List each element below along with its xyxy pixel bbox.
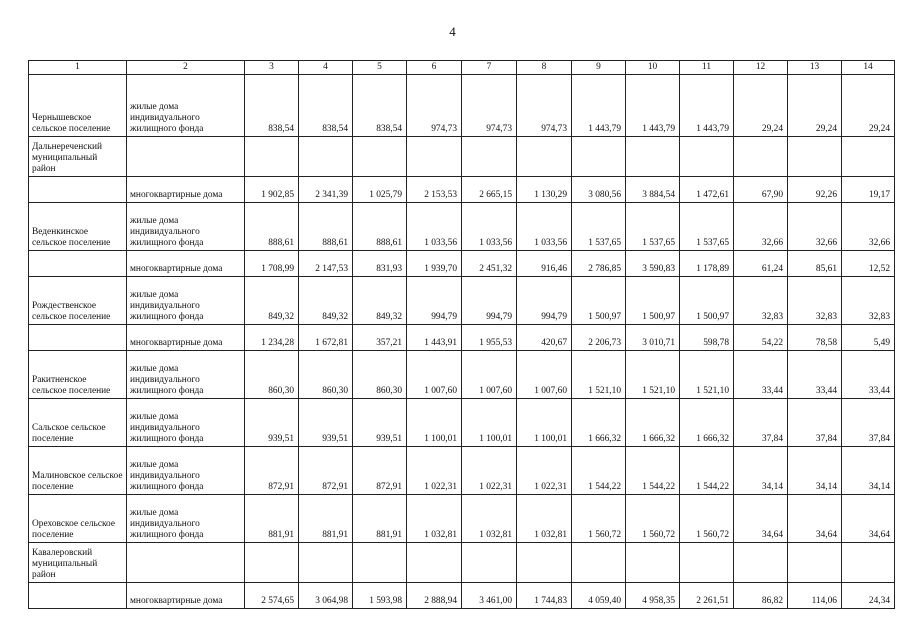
tariff-table [28,60,895,609]
value-cell: 1 472,61 [680,177,734,203]
value-cell: 1 902,85 [245,177,299,203]
value-cell: 1 666,32 [680,399,734,447]
value-cell: 860,30 [353,351,407,399]
value-cell: 4 059,40 [572,583,626,609]
table-row [29,325,895,351]
value-cell [353,543,407,583]
value-cell: 2 147,53 [299,251,353,277]
table-row [29,543,895,583]
value-cell: 939,51 [245,399,299,447]
value-cell: 1 032,81 [407,495,462,543]
value-cell: 61,24 [734,251,788,277]
column-number: 4 [299,61,353,75]
table-row [29,277,895,325]
value-cell: 1 025,79 [353,177,407,203]
value-cell: 67,90 [734,177,788,203]
value-cell: 1 537,65 [572,203,626,251]
value-cell: 3 080,56 [572,177,626,203]
value-cell: 974,73 [407,75,462,137]
value-cell: 32,83 [842,277,895,325]
column-number: 10 [626,61,680,75]
settlement-name [29,325,127,351]
value-cell: 29,24 [788,75,842,137]
value-cell: 1 443,79 [680,75,734,137]
value-cell [842,543,895,583]
value-cell: 2 888,94 [407,583,462,609]
value-cell: 1 100,01 [462,399,517,447]
value-cell: 1 033,56 [517,203,572,251]
value-cell: 1 178,89 [680,251,734,277]
value-cell: 85,61 [788,251,842,277]
value-cell: 54,22 [734,325,788,351]
value-cell: 32,66 [734,203,788,251]
value-cell: 1 521,10 [572,351,626,399]
settlement-name: Ракитненское сельское поселение [29,351,127,399]
value-cell: 1 560,72 [626,495,680,543]
value-cell: 1 666,32 [572,399,626,447]
value-cell: 3 884,54 [626,177,680,203]
value-cell: 357,21 [353,325,407,351]
housing-type: жилые дома индивидуального жилищного фонда [127,351,245,399]
value-cell: 1 443,91 [407,325,462,351]
housing-type: многоквартирные дома [127,325,245,351]
value-cell: 1 744,83 [517,583,572,609]
value-cell [407,137,462,177]
page-number: 4 [449,24,456,39]
table-row [29,351,895,399]
value-cell: 1 500,97 [680,277,734,325]
value-cell [462,137,517,177]
value-cell: 32,66 [842,203,895,251]
value-cell: 32,83 [788,277,842,325]
value-cell: 420,67 [517,325,572,351]
value-cell: 888,61 [245,203,299,251]
table-row [29,203,895,251]
value-cell: 1 521,10 [626,351,680,399]
value-cell: 860,30 [245,351,299,399]
column-number: 2 [127,61,245,75]
value-cell: 860,30 [299,351,353,399]
value-cell: 1 672,81 [299,325,353,351]
column-number: 6 [407,61,462,75]
settlement-name: Веденкинское сельское поселение [29,203,127,251]
value-cell: 3 010,71 [626,325,680,351]
value-cell [788,137,842,177]
value-cell: 1 939,70 [407,251,462,277]
settlement-name: Ореховское сельское поселение [29,495,127,543]
value-cell: 1 666,32 [626,399,680,447]
value-cell [734,543,788,583]
value-cell: 1 022,31 [517,447,572,495]
table-row [29,75,895,137]
column-number: 5 [353,61,407,75]
value-cell: 888,61 [299,203,353,251]
value-cell [572,543,626,583]
table-row [29,495,895,543]
value-cell: 5,49 [842,325,895,351]
value-cell [299,137,353,177]
housing-type: многоквартирные дома [127,583,245,609]
value-cell: 872,91 [245,447,299,495]
column-number: 9 [572,61,626,75]
value-cell: 2 451,32 [462,251,517,277]
housing-type: жилые дома индивидуального жилищного фонда [127,277,245,325]
value-cell: 838,54 [353,75,407,137]
value-cell: 888,61 [353,203,407,251]
settlement-name: Малиновское сельское поселение [29,447,127,495]
value-cell: 37,84 [788,399,842,447]
value-cell: 1 443,79 [572,75,626,137]
value-cell: 881,91 [245,495,299,543]
value-cell: 974,73 [517,75,572,137]
settlement-name: Сальское сельское поселение [29,399,127,447]
value-cell: 1 537,65 [626,203,680,251]
settlement-name [29,177,127,203]
housing-type: многоквартирные дома [127,251,245,277]
value-cell: 838,54 [245,75,299,137]
value-cell: 2 261,51 [680,583,734,609]
value-cell: 34,14 [734,447,788,495]
table-row [29,251,895,277]
value-cell [299,543,353,583]
housing-type [127,543,245,583]
value-cell: 1 443,79 [626,75,680,137]
housing-type: жилые дома индивидуального жилищного фонда [127,203,245,251]
value-cell: 974,73 [462,75,517,137]
value-cell: 939,51 [353,399,407,447]
housing-type: жилые дома индивидуального жилищного фонда [127,495,245,543]
value-cell: 24,34 [842,583,895,609]
value-cell: 1 100,01 [407,399,462,447]
value-cell: 916,46 [517,251,572,277]
value-cell [680,543,734,583]
value-cell: 34,64 [788,495,842,543]
value-cell [572,137,626,177]
value-cell: 12,52 [842,251,895,277]
table-row [29,399,895,447]
value-cell: 1 544,22 [626,447,680,495]
housing-type: жилые дома индивидуального жилищного фонда [127,447,245,495]
value-cell: 1 544,22 [572,447,626,495]
housing-type: жилые дома индивидуального жилищного фонда [127,75,245,137]
value-cell: 32,66 [788,203,842,251]
settlement-name [29,583,127,609]
value-cell: 872,91 [299,447,353,495]
value-cell: 1 022,31 [407,447,462,495]
housing-type [127,137,245,177]
value-cell: 4 958,35 [626,583,680,609]
value-cell: 33,44 [842,351,895,399]
value-cell: 1 500,97 [572,277,626,325]
value-cell: 1 521,10 [680,351,734,399]
value-cell: 78,58 [788,325,842,351]
value-cell: 3 064,98 [299,583,353,609]
value-cell: 1 032,81 [517,495,572,543]
value-cell [517,543,572,583]
value-cell [517,137,572,177]
value-cell: 37,84 [842,399,895,447]
value-cell: 1 537,65 [680,203,734,251]
value-cell: 29,24 [842,75,895,137]
value-cell: 33,44 [788,351,842,399]
settlement-name: Рождественское сельское поселение [29,277,127,325]
value-cell: 32,83 [734,277,788,325]
settlement-name: Кавалеровский муниципальный район [29,543,127,583]
value-cell: 598,78 [680,325,734,351]
value-cell: 3 590,83 [626,251,680,277]
value-cell [245,137,299,177]
value-cell: 1 007,60 [462,351,517,399]
value-cell [626,137,680,177]
value-cell: 994,79 [462,277,517,325]
value-cell: 872,91 [353,447,407,495]
value-cell: 114,06 [788,583,842,609]
header-row [29,61,895,75]
column-number: 14 [842,61,895,75]
table-row [29,177,895,203]
column-number: 11 [680,61,734,75]
value-cell: 2 341,39 [299,177,353,203]
value-cell [842,137,895,177]
column-number: 7 [462,61,517,75]
value-cell: 1 593,98 [353,583,407,609]
value-cell: 1 544,22 [680,447,734,495]
value-cell: 849,32 [299,277,353,325]
table-row [29,137,895,177]
settlement-name: Дальнереченский муниципальный район [29,137,127,177]
value-cell [680,137,734,177]
table-row [29,447,895,495]
column-number: 13 [788,61,842,75]
value-cell: 1 560,72 [572,495,626,543]
value-cell [788,543,842,583]
value-cell: 1 708,99 [245,251,299,277]
value-cell: 33,44 [734,351,788,399]
value-cell: 1 234,28 [245,325,299,351]
value-cell: 1 955,53 [462,325,517,351]
value-cell: 1 032,81 [462,495,517,543]
value-cell: 2 574,65 [245,583,299,609]
value-cell: 34,64 [842,495,895,543]
value-cell: 34,14 [842,447,895,495]
table-row [29,583,895,609]
value-cell: 1 033,56 [462,203,517,251]
value-cell: 1 560,72 [680,495,734,543]
value-cell [626,543,680,583]
value-cell: 2 153,53 [407,177,462,203]
value-cell: 1 007,60 [407,351,462,399]
value-cell: 92,26 [788,177,842,203]
value-cell: 3 461,00 [462,583,517,609]
value-cell: 838,54 [299,75,353,137]
value-cell: 939,51 [299,399,353,447]
column-number: 12 [734,61,788,75]
value-cell: 2 665,15 [462,177,517,203]
column-number: 1 [29,61,127,75]
value-cell [462,543,517,583]
column-number: 8 [517,61,572,75]
value-cell [353,137,407,177]
value-cell: 1 130,29 [517,177,572,203]
value-cell: 1 500,97 [626,277,680,325]
value-cell: 849,32 [245,277,299,325]
value-cell: 19,17 [842,177,895,203]
housing-type: жилые дома индивидуального жилищного фонда [127,399,245,447]
value-cell: 2 786,85 [572,251,626,277]
value-cell: 1 033,56 [407,203,462,251]
value-cell: 881,91 [299,495,353,543]
value-cell: 1 022,31 [462,447,517,495]
column-number: 3 [245,61,299,75]
value-cell [407,543,462,583]
value-cell: 994,79 [517,277,572,325]
value-cell: 1 007,60 [517,351,572,399]
settlement-name: Чернышевское сельское поселение [29,75,127,137]
value-cell: 37,84 [734,399,788,447]
settlement-name [29,251,127,277]
value-cell: 1 100,01 [517,399,572,447]
housing-type: многоквартирные дома [127,177,245,203]
value-cell: 849,32 [353,277,407,325]
value-cell: 881,91 [353,495,407,543]
value-cell: 29,24 [734,75,788,137]
value-cell [734,137,788,177]
value-cell: 34,14 [788,447,842,495]
value-cell: 2 206,73 [572,325,626,351]
value-cell: 34,64 [734,495,788,543]
value-cell [245,543,299,583]
value-cell: 994,79 [407,277,462,325]
value-cell: 86,82 [734,583,788,609]
value-cell: 831,93 [353,251,407,277]
